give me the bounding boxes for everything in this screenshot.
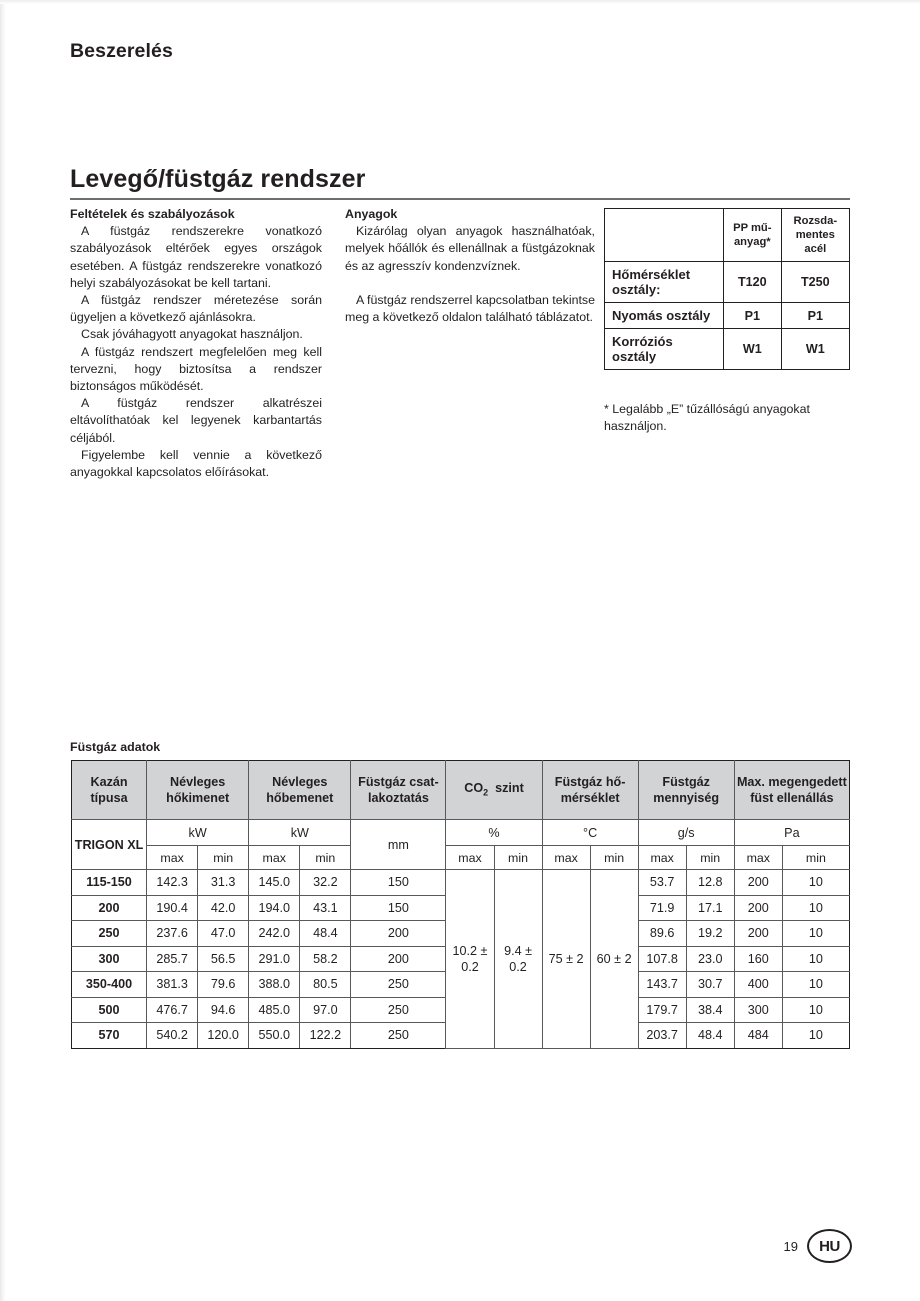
cell-quantity-max: 143.7	[638, 972, 686, 998]
paragraph-spacer	[345, 275, 595, 292]
cell-quantity-min: 17.1	[686, 895, 734, 921]
unit-cell: °C	[542, 820, 638, 846]
cell-quantity-min: 30.7	[686, 972, 734, 998]
cell-connection: 150	[351, 895, 446, 921]
left-column-paragraph: A füstgáz rendszer alkatrészei eltávolíthatóak kel legyenek karbantartás céljából.	[70, 396, 322, 445]
cell-quantity-max: 71.9	[638, 895, 686, 921]
cell-resistance-max: 160	[734, 946, 782, 972]
unit-cell: kW	[147, 820, 249, 846]
column-group-header: Kazán típusa	[72, 761, 147, 820]
materials-cell: P1	[781, 303, 849, 329]
cell-heat-input-min: 48.4	[300, 921, 351, 947]
table-row	[72, 870, 850, 896]
cell-temperature-min: 60 ± 2	[590, 870, 638, 1049]
table-row	[605, 209, 850, 262]
cell-heat-output-max: 476.7	[147, 997, 198, 1023]
cell-heat-input-min: 58.2	[300, 946, 351, 972]
page-number: 19	[783, 1238, 798, 1254]
materials-column-header: PP mű-anyag*	[724, 209, 782, 262]
subheader-max: max	[542, 846, 590, 870]
cell-quantity-min: 23.0	[686, 946, 734, 972]
materials-cell: T120	[724, 262, 782, 303]
data-table-caption: Füstgáz adatok	[70, 740, 161, 754]
cell-heat-output-max: 237.6	[147, 921, 198, 947]
row-model: 570	[72, 1023, 147, 1049]
subheader-max: max	[249, 846, 300, 870]
cell-heat-output-min: 31.3	[198, 870, 249, 896]
table-row	[605, 262, 850, 303]
left-column-paragraph: A füstgáz rendszer méretezése során ügyeljen a következő ajánlásokra.	[70, 293, 322, 325]
materials-cell: P1	[724, 303, 782, 329]
table-unit-row	[72, 820, 850, 846]
cell-connection: 250	[351, 972, 446, 998]
materials-column-header: Rozsda-mentes acél	[781, 209, 849, 262]
subheader-max: max	[147, 846, 198, 870]
left-column-heading: Feltételek és szabályozások	[70, 207, 235, 221]
column-group-header: Névleges hőkimenet	[147, 761, 249, 820]
running-head: Beszerelés	[70, 40, 173, 62]
column-group-header: Névleges hőbemenet	[249, 761, 351, 820]
cell-heat-output-min: 79.6	[198, 972, 249, 998]
cell-quantity-max: 53.7	[638, 870, 686, 896]
cell-heat-input-max: 485.0	[249, 997, 300, 1023]
unit-cell: mm	[351, 820, 446, 870]
cell-resistance-max: 200	[734, 895, 782, 921]
cell-heat-output-min: 120.0	[198, 1023, 249, 1049]
subheader-min: min	[198, 846, 249, 870]
cell-resistance-min: 10	[782, 870, 849, 896]
row-model: 115-150	[72, 870, 147, 896]
cell-heat-output-max: 285.7	[147, 946, 198, 972]
cell-quantity-max: 107.8	[638, 946, 686, 972]
subheader-min: min	[686, 846, 734, 870]
cell-heat-output-max: 142.3	[147, 870, 198, 896]
cell-resistance-min: 10	[782, 972, 849, 998]
cell-heat-input-max: 145.0	[249, 870, 300, 896]
cell-heat-input-min: 97.0	[300, 997, 351, 1023]
cell-connection: 250	[351, 1023, 446, 1049]
column-group-header-co2: $CO_2$ szint	[446, 761, 542, 820]
page-title: Levegő/füstgáz rendszer	[70, 165, 366, 193]
cell-resistance-min: 10	[782, 895, 849, 921]
cell-quantity-min: 12.8	[686, 870, 734, 896]
row-model: 250	[72, 921, 147, 947]
materials-table	[604, 208, 850, 370]
cell-heat-input-max: 242.0	[249, 921, 300, 947]
table-group-header-row	[72, 761, 850, 820]
materials-cell: W1	[724, 329, 782, 370]
cell-quantity-max: 89.6	[638, 921, 686, 947]
cell-co2-max: 10.2 ± 0.2	[446, 870, 494, 1049]
subheader-max: max	[734, 846, 782, 870]
cell-connection: 150	[351, 870, 446, 896]
cell-quantity-min: 48.4	[686, 1023, 734, 1049]
cell-heat-output-min: 47.0	[198, 921, 249, 947]
table-row	[605, 329, 850, 370]
subheader-min: min	[494, 846, 542, 870]
cell-heat-input-max: 194.0	[249, 895, 300, 921]
flue-gas-data-table	[71, 760, 850, 1049]
materials-row-label: Hőmérséklet osztály:	[605, 262, 724, 303]
subheader-min: min	[590, 846, 638, 870]
middle-column	[345, 206, 595, 326]
column-group-header: Max. megengedett füst ellenállás	[734, 761, 849, 820]
materials-footnote: * Legalább „E” tűzállóságú anyagokat használjon.	[604, 402, 810, 434]
cell-resistance-max: 200	[734, 870, 782, 896]
cell-heat-input-min: 32.2	[300, 870, 351, 896]
row-model: 350-400	[72, 972, 147, 998]
column-group-header: Füstgáz hő-mérséklet	[542, 761, 638, 820]
left-column	[70, 206, 322, 481]
materials-row-label: Nyomás osztály	[605, 303, 724, 329]
middle-column-paragraph: Kizárólag olyan anyagok használhatóak, melyek hőállók és ellenállnak a füstgázoknak és az agresszív kondenzvíznek.	[345, 224, 595, 273]
cell-resistance-max: 300	[734, 997, 782, 1023]
row-model: 300	[72, 946, 147, 972]
cell-heat-output-min: 94.6	[198, 997, 249, 1023]
table-row	[605, 303, 850, 329]
materials-cell: W1	[781, 329, 849, 370]
cell-resistance-min: 10	[782, 997, 849, 1023]
unit-cell: g/s	[638, 820, 734, 846]
page-top-edge-shadow	[0, 0, 920, 4]
left-column-paragraph: A füstgáz rendszert megfelelően meg kell tervezni, hogy biztosítsa a rendszer biztonságos működését.	[70, 344, 322, 394]
cell-heat-output-max: 381.3	[147, 972, 198, 998]
unit-cell: kW	[249, 820, 351, 846]
cell-heat-input-max: 388.0	[249, 972, 300, 998]
cell-resistance-max: 484	[734, 1023, 782, 1049]
materials-corner-cell	[605, 209, 724, 262]
row-model: 500	[72, 997, 147, 1023]
cell-resistance-max: 400	[734, 972, 782, 998]
cell-quantity-min: 38.4	[686, 997, 734, 1023]
cell-resistance-min: 10	[782, 1023, 849, 1049]
unit-cell: %	[446, 820, 542, 846]
materials-cell: T250	[781, 262, 849, 303]
cell-resistance-min: 10	[782, 921, 849, 947]
subheader-max: max	[446, 846, 494, 870]
cell-heat-input-min: 80.5	[300, 972, 351, 998]
row-model: 200	[72, 895, 147, 921]
cell-heat-input-max: 550.0	[249, 1023, 300, 1049]
page-footer	[784, 1229, 852, 1263]
page-left-edge-shadow	[0, 0, 6, 1301]
cell-co2-min: 9.4 ± 0.2	[494, 870, 542, 1049]
left-column-paragraph: A füstgáz rendszerekre vonatkozó szabályozások eltérőek egyes országok esetében. A füstgáz rendszerekre vonatkozó helyi szabályozásokat be kell tartani.	[70, 224, 322, 290]
cell-heat-input-min: 43.1	[300, 895, 351, 921]
cell-connection: 200	[351, 921, 446, 947]
subheader-min: min	[300, 846, 351, 870]
cell-heat-output-max: 540.2	[147, 1023, 198, 1049]
model-family-label: TRIGON XL	[72, 820, 147, 870]
cell-connection: 250	[351, 997, 446, 1023]
cell-resistance-min: 10	[782, 946, 849, 972]
subheader-max: max	[638, 846, 686, 870]
cell-heat-input-min: 122.2	[300, 1023, 351, 1049]
cell-resistance-max: 200	[734, 921, 782, 947]
column-group-header: Füstgáz mennyiség	[638, 761, 734, 820]
unit-cell: Pa	[734, 820, 849, 846]
left-column-paragraph: Figyelembe kell vennie a következő anyagokkal kapcsolatos előírásokat.	[70, 447, 322, 480]
subheader-min: min	[782, 846, 849, 870]
language-badge-icon: HU	[807, 1229, 852, 1263]
cell-quantity-min: 19.2	[686, 921, 734, 947]
materials-row-label: Korróziós osztály	[605, 329, 724, 370]
cell-heat-output-max: 190.4	[147, 895, 198, 921]
column-group-header: Füstgáz csat-lakoztatás	[351, 761, 446, 820]
cell-quantity-max: 203.7	[638, 1023, 686, 1049]
title-divider	[70, 198, 850, 200]
cell-heat-output-min: 42.0	[198, 895, 249, 921]
middle-column-paragraph: A füstgáz rendszerrel kapcsolatban tekintse meg a következő oldalon található táblázatot.	[345, 293, 595, 325]
table-subheader-row	[72, 846, 850, 870]
middle-column-heading: Anyagok	[345, 207, 398, 221]
cell-quantity-max: 179.7	[638, 997, 686, 1023]
cell-temperature-max: 75 ± 2	[542, 870, 590, 1049]
cell-heat-input-max: 291.0	[249, 946, 300, 972]
left-column-paragraph: Csak jóváhagyott anyagokat használjon.	[81, 327, 303, 342]
cell-connection: 200	[351, 946, 446, 972]
cell-heat-output-min: 56.5	[198, 946, 249, 972]
